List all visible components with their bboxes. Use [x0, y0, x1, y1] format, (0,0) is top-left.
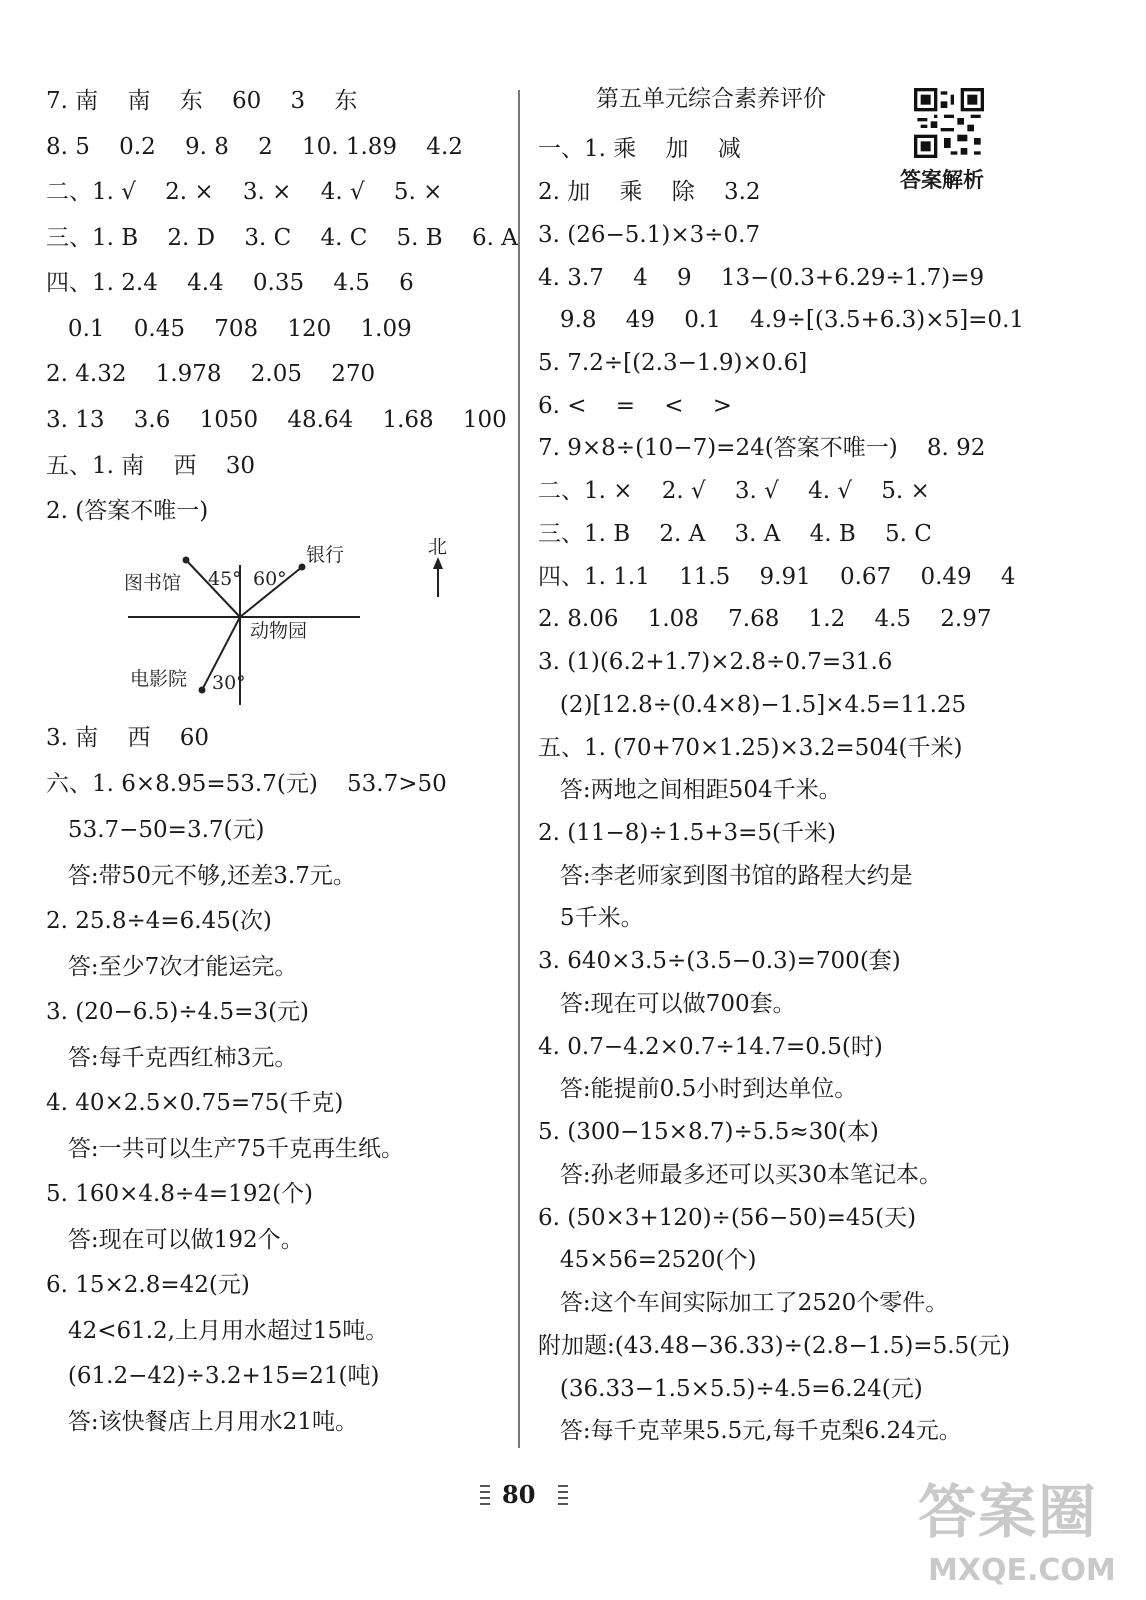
answer-line: 二、1. √ 2. × 3. × 4. √ 5. × — [46, 179, 443, 205]
answer-line: 3. (1)(6.2+1.7)×2.8÷0.7=31.6 — [538, 649, 893, 675]
angle-cinema-label: 30° — [212, 672, 246, 694]
qr-label: 答案解析 — [900, 167, 984, 192]
answer-line: 六、1. 6×8.95=53.7(元) 53.7>50 — [46, 771, 447, 797]
answer-line: 答:现在可以做192个。 — [46, 1227, 304, 1253]
direction-diagram — [120, 535, 510, 715]
answer-line: 6. (50×3+120)÷(56−50)=45(天) — [538, 1205, 917, 1231]
bank-point — [299, 564, 306, 571]
answer-line: 2. 4.32 1.978 2.05 270 — [46, 361, 376, 387]
answer-line: 三、1. B 2. A 3. A 4. B 5. C — [538, 521, 932, 547]
answer-line: 7. 南 南 东 60 3 东 — [46, 88, 358, 114]
page-number: 80 — [502, 1480, 536, 1509]
answer-line: 2. 加 乘 除 3.2 — [538, 179, 761, 205]
answer-line: 答:带50元不够,还差3.7元。 — [46, 863, 356, 889]
answer-line: 五、1. 南 西 30 — [46, 453, 256, 479]
answer-line: 0.1 0.45 708 120 1.09 — [46, 316, 412, 342]
watermark-text: 答案圈 — [918, 1478, 1099, 1546]
watermark-url: MXQE.COM — [928, 1553, 1116, 1588]
north-label: 北 — [428, 536, 448, 558]
library-label: 图书馆 — [124, 572, 182, 594]
answer-line: 答:该快餐店上月用水21吨。 — [46, 1409, 358, 1435]
answer-line: 答:这个车间实际加工了2520个零件。 — [538, 1290, 949, 1316]
answer-line: 6. < = < > — [538, 393, 733, 419]
answer-line: 2. 25.8÷4=6.45(次) — [46, 908, 272, 934]
answer-line: 3. (26−5.1)×3÷0.7 — [538, 222, 761, 248]
answer-line: 附加题:(43.48−36.33)÷(2.8−1.5)=5.5(元) — [538, 1333, 1011, 1359]
answer-line: 答:至少7次才能运完。 — [46, 954, 298, 980]
answer-line: (36.33−1.5×5.5)÷4.5=6.24(元) — [538, 1376, 923, 1402]
answer-line: 四、1. 2.4 4.4 0.35 4.5 6 — [46, 270, 414, 296]
zoo-label: 动物园 — [250, 620, 308, 642]
library-point — [183, 557, 190, 564]
answer-line: 2. 8.06 1.08 7.68 1.2 4.5 2.97 — [538, 606, 992, 632]
answer-line: 2. (答案不唯一) — [46, 498, 209, 524]
answer-line: (61.2−42)÷3.2+15=21(吨) — [46, 1363, 380, 1389]
answer-line: 3. 640×3.5÷(3.5−0.3)=700(套) — [538, 948, 901, 974]
answer-line: 答:一共可以生产75千克再生纸。 — [46, 1136, 404, 1162]
cinema-label: 电影院 — [130, 668, 188, 690]
answer-line: 3. 南 西 60 — [46, 725, 210, 751]
answer-line: 5. (300−15×8.7)÷5.5≈30(本) — [538, 1119, 879, 1145]
answer-line: 53.7−50=3.7(元) — [46, 817, 265, 843]
answer-line: 四、1. 1.1 11.5 9.91 0.67 0.49 4 — [538, 564, 1016, 590]
section-title: 第五单元综合素养评价 — [596, 86, 826, 112]
watermark-logo — [918, 1465, 1140, 1595]
bank-label: 银行 — [306, 544, 345, 566]
answer-line: 4. 0.7−4.2×0.7÷14.7=0.5(时) — [538, 1034, 883, 1060]
answer-line: 3. 13 3.6 1050 48.64 1.68 100 — [46, 407, 507, 433]
column-divider — [518, 90, 520, 1448]
answer-line: 4. 3.7 4 9 13−(0.3+6.29÷1.7)=9 — [538, 265, 985, 291]
qr-code-icon — [914, 88, 984, 158]
answer-line: 答:能提前0.5小时到达单位。 — [538, 1076, 858, 1102]
answer-line: 答:李老师家到图书馆的路程大约是 — [538, 863, 913, 889]
answer-line: 5. 7.2÷[(2.3−1.9)×0.6] — [538, 350, 808, 376]
angle-bank-label: 60° — [253, 568, 287, 590]
north-arrow-head — [433, 557, 443, 569]
answer-line: 42<61.2,上月用水超过15吨。 — [46, 1318, 389, 1344]
answer-line: 答:每千克苹果5.5元,每千克梨6.24元。 — [538, 1418, 962, 1444]
cinema-point — [199, 687, 206, 694]
answer-line: 8. 5 0.2 9. 8 2 10. 1.89 4.2 — [46, 134, 463, 160]
page-number-ornament-left — [478, 1483, 492, 1509]
answer-line: 答:每千克西红柿3元。 — [46, 1045, 298, 1071]
answer-line: 5. 160×4.8÷4=192(个) — [46, 1181, 314, 1207]
answer-line: (2)[12.8÷(0.4×8)−1.5]×4.5=11.25 — [538, 692, 967, 718]
answer-line: 一、1. 乘 加 减 — [538, 136, 741, 162]
answer-line: 3. (20−6.5)÷4.5=3(元) — [46, 999, 310, 1025]
answer-line: 9.8 49 0.1 4.9÷[(3.5+6.3)×5]=0.1 — [538, 307, 1025, 333]
angle-library-label: 45° — [208, 568, 242, 590]
answer-line: 45×56=2520(个) — [538, 1247, 757, 1273]
answer-line: 二、1. × 2. √ 3. √ 4. √ 5. × — [538, 478, 930, 504]
answer-line: 6. 15×2.8=42(元) — [46, 1272, 250, 1298]
answer-line: 7. 9×8÷(10−7)=24(答案不唯一) 8. 92 — [538, 435, 986, 461]
answer-line: 答:现在可以做700套。 — [538, 991, 796, 1017]
answer-line: 答:孙老师最多还可以买30本笔记本。 — [538, 1162, 942, 1188]
answer-line: 五、1. (70+70×1.25)×3.2=504(千米) — [538, 735, 963, 761]
page-number-ornament-right — [556, 1483, 570, 1509]
answer-line: 5千米。 — [538, 905, 644, 931]
answer-line: 答:两地之间相距504千米。 — [538, 777, 842, 803]
answer-line: 2. (11−8)÷1.5+3=5(千米) — [538, 820, 836, 846]
answer-line: 三、1. B 2. D 3. C 4. C 5. B 6. A — [46, 225, 518, 251]
answer-line: 4. 40×2.5×0.75=75(千克) — [46, 1090, 344, 1116]
